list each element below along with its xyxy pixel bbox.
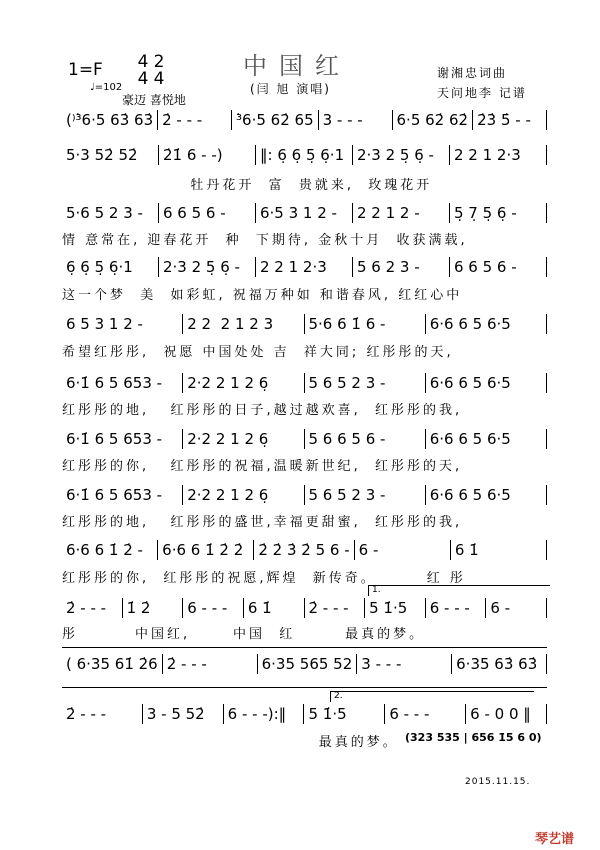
measure: 6 5 3 1 2 - (62, 314, 183, 334)
ts-denominator: 4 (153, 69, 165, 89)
measure: 5 6 5 2 3 - (305, 373, 426, 393)
composer-credit: 谢湘忠词曲 (437, 66, 508, 80)
notation-row (62, 429, 547, 449)
site-logo: 琴艺谱 (535, 832, 575, 847)
measure: 6 - - - (183, 598, 244, 618)
notation-row (62, 704, 547, 724)
expression-marking: 豪迈 喜悦地 (122, 93, 186, 107)
measure: 6·6 6 5 6·5 (426, 485, 547, 505)
measure: 2̇1̇ 6 - -) (159, 145, 256, 165)
measure: 6 1̇ (451, 540, 547, 560)
measure: 6·1̇ 6 5 653 - (62, 429, 183, 449)
measure: 2·2 2 1 2 6̣ (183, 373, 304, 393)
measure: 1̇ 2̇ (123, 598, 184, 618)
measure: 2̇ - - - (158, 110, 232, 130)
lyric-line: 希望红彤彤, 祝愿 中国处处 吉 祥大同; 红彤彤的天, (62, 345, 454, 360)
volta-1: 1. (368, 585, 550, 596)
key-signature: 1=F (68, 60, 103, 80)
notation-row (62, 203, 547, 223)
measure: 2 2 1 2 - (353, 203, 450, 223)
measure: 6 - 0 0 ‖ (466, 704, 547, 724)
song-title: 中国红 (243, 52, 351, 80)
measure: 6 - (486, 598, 547, 618)
measure: 6·35 565 52 (258, 654, 358, 674)
lyric-line: 红彤彤的你, 红彤彤的祝愿,辉煌 新传奇。 红 彤 (62, 571, 466, 586)
measure: 5 1̇·5 (365, 598, 426, 618)
measure: (⁾³̇6·5 63̇ 63̇ (62, 110, 158, 130)
measure: 2̇ - - - (62, 598, 123, 618)
ts-denominator: 4 (137, 69, 149, 89)
lyric-line: 牡丹花开 富 贵就来, 玫瑰花开 (62, 178, 433, 193)
measure: 6 6 5 6 - (450, 257, 547, 277)
notation-row (62, 540, 547, 560)
ending-phrase: (323 535 | 656 1̇5 6 0) (405, 731, 542, 744)
measure: 2̇ - - - (62, 704, 143, 724)
ts-numerator: 4 (137, 52, 149, 72)
transcriber-credit: 天问地李 记谱 (437, 86, 527, 100)
measure: 6 - (355, 540, 451, 560)
measure: 3 - 5 52̇ (143, 704, 224, 724)
measure: 6·1̇ 6 5 653 - (62, 485, 183, 505)
lyric-line: 红彤彤的地, 红彤彤的日子,越过越欢喜, 红彤彤的我, (62, 403, 463, 418)
measure: 5 6 2 3 - (353, 257, 450, 277)
notation-row (62, 314, 547, 334)
lyric-line: 红彤彤的地, 红彤彤的盛世,幸福更甜蜜, 红彤彤的我, (62, 515, 463, 530)
time-signature-4-4 (136, 54, 150, 88)
measure: ( 6·35 61̇ 2̇6 (62, 654, 163, 674)
lyric-line: 这一个梦 美 如彩虹, 祝福万种如 和谐春风, 红红心中 (62, 288, 463, 303)
measure: 5·6 5 2 3 - (62, 203, 159, 223)
date: 2015.11.15. (465, 777, 531, 787)
staff-rule (62, 647, 547, 648)
singer-credit: (闫 旭 演唱) (250, 82, 331, 96)
measure: 2·3 2 5̣ 6̣ - (159, 257, 256, 277)
measure: 6·6 6 1̇ 2̇ - (62, 540, 158, 560)
measure: 6·6 6 5 6·5 (426, 373, 547, 393)
measure: 6·6 6 5 6·5 (426, 429, 547, 449)
measure: 2 2 1 2·3 (450, 145, 547, 165)
measure: 6 6 5 6 - (159, 203, 256, 223)
notation-row (62, 598, 547, 618)
measure: 2 2 2 1 2 3 (183, 314, 304, 334)
notation-row (62, 257, 547, 277)
time-signature-2-4 (152, 54, 166, 88)
lyric-line: 彤 中国红, 中国 红 最真的梦。 (62, 627, 426, 642)
measure: ‖: 6̣ 6̣ 5̣ 6̣·1 (256, 145, 353, 165)
measure: 3 - - - (319, 110, 393, 130)
ts-numerator: 2 (153, 52, 165, 72)
volta-2: 2. (330, 691, 534, 702)
measure: 5 6 6 5 6 - (305, 429, 426, 449)
tempo-marking: ♩=102 (90, 82, 123, 93)
measure: 5̣ 7̣ 5̣ 6̣ - (450, 203, 547, 223)
measure: 2·2 2 1 2 6̣ (183, 429, 304, 449)
notation-row (62, 145, 547, 165)
measure: 6·1̇ 6 5 653 - (62, 373, 183, 393)
measure: 2·2 2 1 2 6̣ (183, 485, 304, 505)
measure: 5 6 5 2 3 - (305, 485, 426, 505)
notation-row (62, 373, 547, 393)
lyric-line: 红彤彤的你, 红彤彤的祝福,温暖新世纪, 红彤彤的天, (62, 459, 463, 474)
measure: 6·35 63̇ 63̇ (452, 654, 547, 674)
measure: 6 - - - (426, 598, 487, 618)
notation-row (62, 110, 547, 130)
measure: 6̣ 6̣ 5̣ 6̣·1 (62, 257, 159, 277)
measure: 6·6 6 1̇ 2̇ 2̇ (158, 540, 254, 560)
measure: 2 2 1 2·3 (256, 257, 353, 277)
measure: 2·3 2 5̣ 6̣ - (353, 145, 450, 165)
lyric-line: 最真的梦。 (62, 735, 399, 750)
lyric-line: 情 意常在, 迎春花开 种 下期待, 金秋十月 收获满载, (62, 233, 468, 248)
measure: 6 1̇ (244, 598, 305, 618)
measure: 6 - - - (385, 704, 466, 724)
measure: ³̇6·5 62̇ 65 (232, 110, 319, 130)
measure: 2̇3̇ 5̇ - - (473, 110, 547, 130)
measure: 2̇ - - - (163, 654, 258, 674)
measure: 6·5 3 1 2 - (256, 203, 353, 223)
notation-row (62, 654, 547, 674)
measure: 3 - - - (357, 654, 452, 674)
measure: 5·3 52̇ 52̇ (62, 145, 159, 165)
measure: 6·6 6 5 6·5 (426, 314, 547, 334)
measure: 5 1̇·5 (304, 704, 385, 724)
staff-rule (62, 687, 547, 688)
measure: 6 - - -):‖ (224, 704, 305, 724)
measure: 2̇ - - - (305, 598, 366, 618)
measure: 6·5 62̇ 62̇ (393, 110, 474, 130)
measure: 5·6 6 1̇ 6 - (305, 314, 426, 334)
notation-row (62, 485, 547, 505)
measure: 2̇ 2̇ 3̇ 2̇ 5 6 - (254, 540, 354, 560)
